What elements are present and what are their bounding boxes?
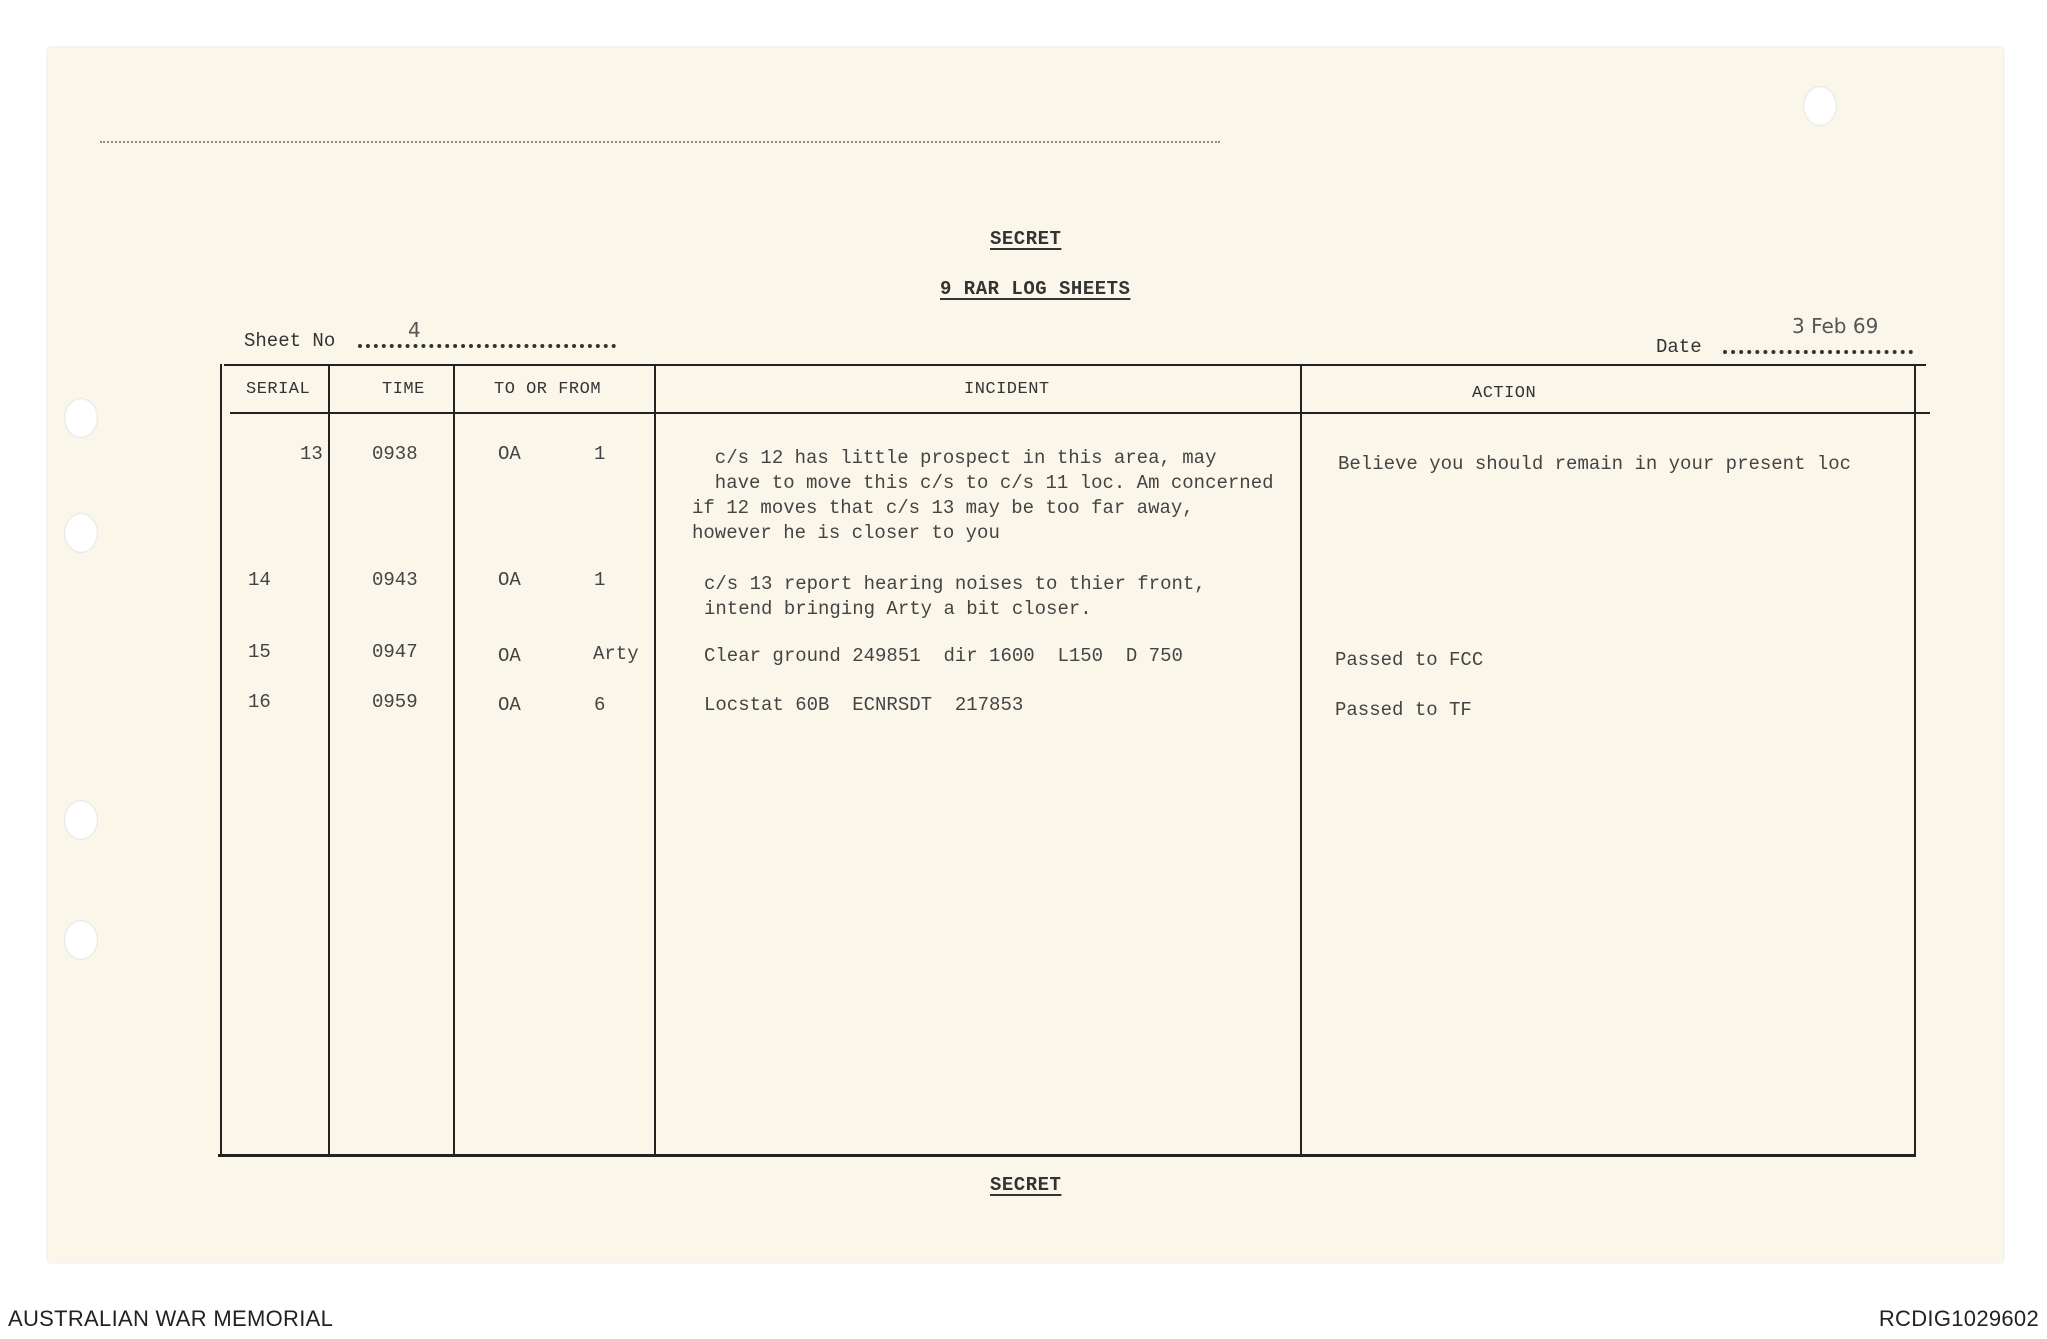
row-16-action: Passed to TF [1335, 699, 1472, 721]
header-serial: SERIAL [246, 380, 311, 399]
row-14-incident: c/s 13 report hearing noises to thier front, intend bringing Arty a bit closer. [704, 573, 1206, 620]
column-divider-incident-action [1300, 364, 1302, 1156]
row-15-serial: 15 [248, 641, 271, 663]
torn-top-rule [100, 141, 1220, 143]
row-16-from: 6 [594, 694, 606, 716]
row-16-time: 0959 [372, 691, 418, 713]
punch-hole [1803, 86, 1837, 126]
row-16-incident: Locstat 60B ECNRSDT 217853 [704, 694, 1024, 716]
row-13-time: 0938 [372, 443, 418, 465]
date-dotted-line [1723, 350, 1913, 354]
date-value: 3 Feb 69 [1792, 314, 1879, 338]
document-title: 9 RAR LOG SHEETS [940, 278, 1131, 300]
table-right-border [1914, 364, 1916, 1156]
punch-hole [64, 513, 98, 553]
header-incident: INCIDENT [964, 380, 1050, 399]
row-15-time: 0947 [372, 641, 418, 663]
header-action: ACTION [1472, 384, 1537, 403]
column-divider-time-tofrom [453, 364, 455, 1156]
column-divider-tofrom-incident [654, 364, 656, 1156]
table-header-divider [230, 412, 1930, 414]
header-to-or-from: TO OR FROM [494, 380, 602, 399]
row-13-serial: 13 [300, 443, 323, 465]
row-14-from: 1 [594, 569, 606, 591]
row-15-action: Passed to FCC [1335, 649, 1484, 671]
row-14-time: 0943 [372, 569, 418, 591]
header-time: TIME [382, 380, 425, 399]
column-divider-serial-time [328, 364, 330, 1156]
punch-hole [64, 398, 98, 438]
row-13-incident: c/s 12 has little prospect in this area, may have to move this c/s to c/s 11 loc. Am concerned if 12 moves that c/s 13 may be too far away, however he is closer to you [692, 447, 1274, 544]
row-13-from: 1 [594, 443, 606, 465]
row-14-to: OA [498, 569, 521, 591]
table-top-border [224, 364, 1926, 366]
row-15-from: Arty [593, 643, 639, 665]
date-label: Date [1656, 336, 1702, 358]
classification-bottom: SECRET [990, 1174, 1062, 1196]
row-14-serial: 14 [248, 569, 271, 591]
archive-reference-id: RCDIG1029602 [1878, 1306, 2039, 1331]
sheet-no-value: 4 [408, 318, 421, 342]
punch-hole [64, 800, 98, 840]
classification-top: SECRET [990, 228, 1062, 250]
table-left-border [220, 364, 222, 1156]
row-16-serial: 16 [248, 691, 271, 713]
row-13-to: OA [498, 443, 521, 465]
table-bottom-border [218, 1154, 1916, 1157]
row-16-to: OA [498, 694, 521, 716]
row-15-to: OA [498, 645, 521, 667]
document-page [48, 48, 2003, 1262]
row-13-action: Believe you should remain in your present loc [1338, 453, 1852, 475]
punch-hole [64, 920, 98, 960]
sheet-no-label: Sheet No [244, 330, 336, 352]
row-15-incident: Clear ground 249851 dir 1600 L150 D 750 [704, 645, 1183, 667]
archive-credit: AUSTRALIAN WAR MEMORIAL [8, 1306, 334, 1331]
sheet-no-dotted-line [358, 344, 616, 348]
